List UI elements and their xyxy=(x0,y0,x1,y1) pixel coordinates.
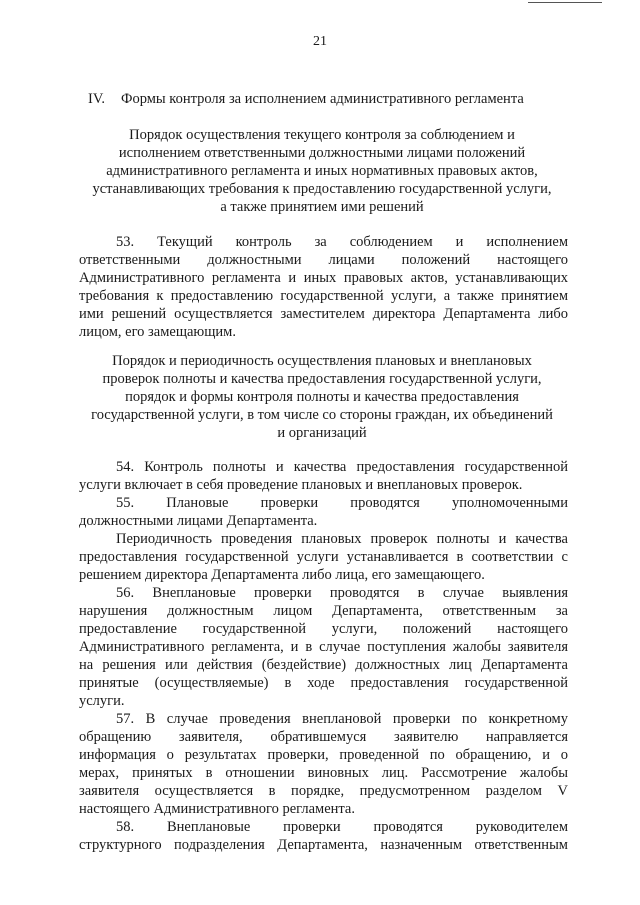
text-line: заявителя осуществляется в порядке, предусмотренном разделом V xyxy=(79,783,568,799)
text-line: 58. Внеплановые проверки проводятся руководителем xyxy=(116,819,568,835)
text-line: на решения или действия (бездействие) должностных лиц Департамента xyxy=(79,657,568,673)
heading-inspections xyxy=(72,352,572,442)
text-line: предоставления государственной услуги устанавливается в соответствии с xyxy=(79,549,568,565)
text-line: 56. Внеплановые проверки проводятся в случае выявления xyxy=(116,585,568,601)
text-line: Административного регламента и иных правовых актов, устанавливающих xyxy=(79,270,568,286)
text-line: структурного подразделения Департамента, назначенным ответственным xyxy=(79,837,568,853)
heading-line: исполнением ответственными должностными лицами положений xyxy=(118,145,526,161)
heading-line: государственной услуги, в том числе со стороны граждан, их объединений xyxy=(91,407,553,423)
text-line: требования к предоставлению государственной услуги, а также принятием xyxy=(79,288,568,304)
heading-line: а также принятием ими решений xyxy=(220,199,424,215)
text-line: настоящего Административного регламента. xyxy=(79,801,355,817)
paragraphs-54-58 xyxy=(79,458,568,854)
text-line: 55. Плановые проверки проводятся уполномоченными xyxy=(116,495,568,511)
section-title xyxy=(88,90,524,108)
heading-line: Порядок осуществления текущего контроля за соблюдением и xyxy=(129,127,515,143)
heading-line: устанавливающих требования к предоставлению государственной услуги, xyxy=(92,181,552,197)
page-number: 21 xyxy=(313,34,327,49)
section-title-text: Формы контроля за исполнением административного регламента xyxy=(121,91,524,107)
text-line: услуги. xyxy=(79,693,125,709)
top-rule xyxy=(528,2,602,3)
text-line: решением директора Департамента либо лица, его замещающего. xyxy=(79,567,485,583)
text-line: 54. Контроль полноты и качества предоставления государственной xyxy=(116,459,568,475)
paragraph-53 xyxy=(79,233,568,341)
text-line: 57. В случае проведения внеплановой проверки по конкретному xyxy=(116,711,568,727)
text-line: предоставление государственной услуги, положений настоящего xyxy=(79,621,568,637)
heading-current-control xyxy=(72,126,572,216)
text-line: информация о результатах проверки, проведенной по обращению, и о xyxy=(79,747,568,763)
text-line: принятые (осуществляемые) в ходе предоставления государственной xyxy=(79,675,568,691)
text-line: лицом, его замещающим. xyxy=(79,324,236,340)
text-line: мерах, принятых в отношении виновных лиц. Рассмотрение жалобы xyxy=(79,765,568,781)
text-line: 53. Текущий контроль за соблюдением и исполнением xyxy=(116,234,568,250)
text-line: Административного регламента, и в случае поступления жалобы заявителя xyxy=(79,639,568,655)
text-line: ими решений осуществляется заместителем директора Департамента либо xyxy=(79,306,568,322)
text-line: обращению заявителя, обратившемуся заявителю направляется xyxy=(79,729,568,745)
heading-line: и организаций xyxy=(277,425,367,441)
heading-line: порядок и формы контроля полноты и качества предоставления xyxy=(125,389,519,405)
text-line: Периодичность проведения плановых проверок полноты и качества xyxy=(116,531,568,547)
heading-line: административного регламента и иных нормативных правовых актов, xyxy=(106,163,538,179)
text-line: нарушения должностным лицом Департамента, ответственным за xyxy=(79,603,568,619)
section-number: IV. xyxy=(88,91,106,107)
heading-line: Порядок и периодичность осуществления плановых и внеплановых xyxy=(112,353,532,369)
text-line: ответственными должностными лицами положений настоящего xyxy=(79,252,568,268)
text-line: должностными лицами Департамента. xyxy=(79,513,318,529)
text-line: услуги включает в себя проведение плановых и внеплановых проверок. xyxy=(79,477,523,493)
heading-line: проверок полноты и качества предоставления государственной услуги, xyxy=(102,371,542,387)
